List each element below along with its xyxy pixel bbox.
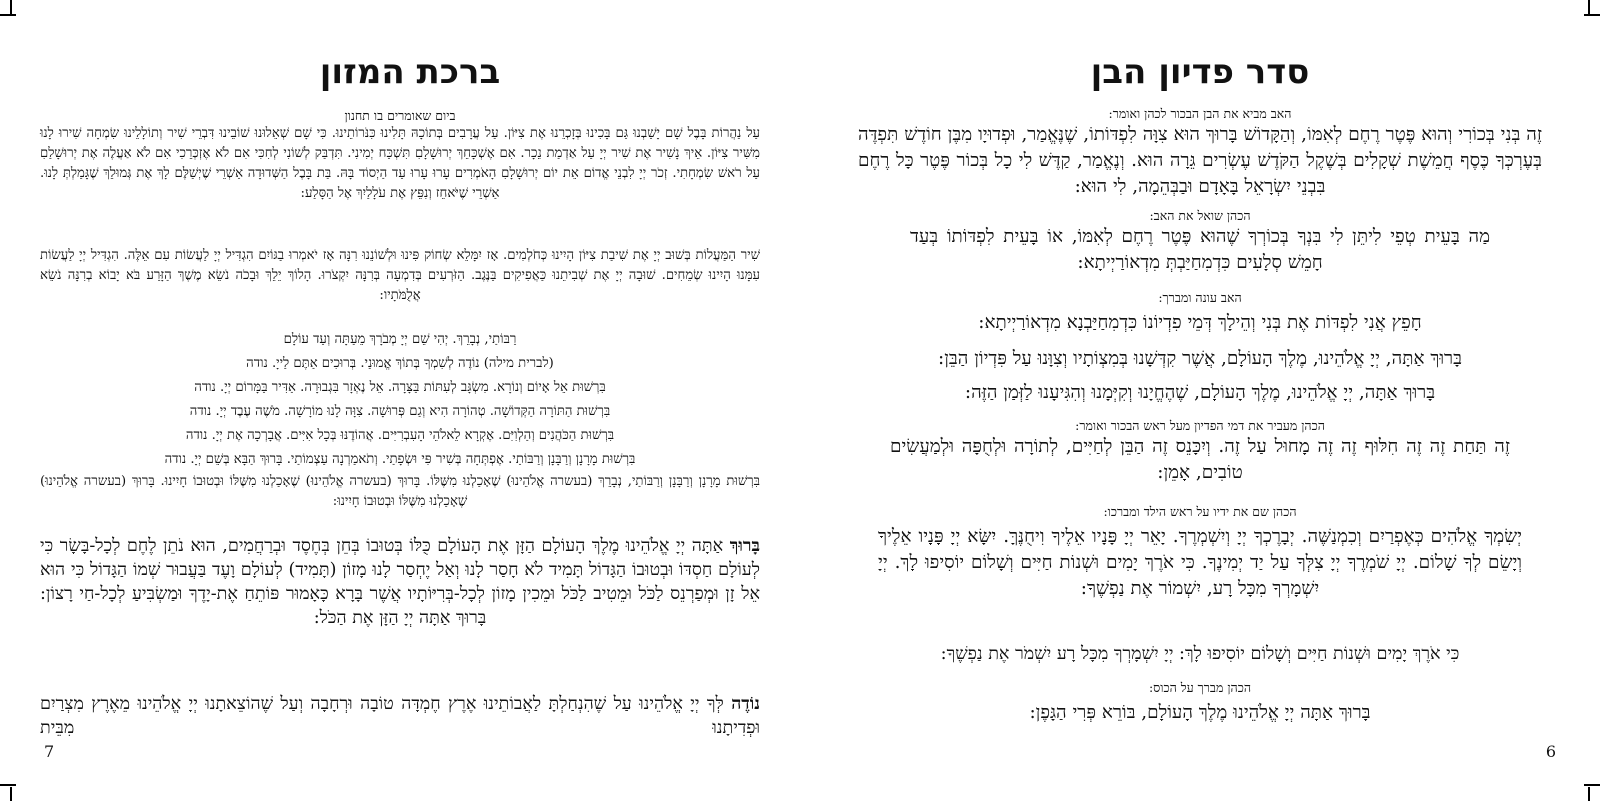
kohen-question: מַה בָּעֵית טְפֵי לִיתֵּן לִי בִּנְךָ בְּכוֹרְךָ שֶׁהוּא פֶּטֶר רֶחֶם לְאִמּוֹ, אוֹ בָּעֵית לִפְדּוֹתוֹ בְּעַד חָמֵשׁ סְלָעִים כִּדְמִחַיַּבְתְּ מִדְאוֹרַיְיתָא: xyxy=(910,226,1490,273)
zimun-lines xyxy=(40,328,760,472)
opening-word: בָּרוּךְ xyxy=(729,535,760,556)
kohen-blessing-repeat: כִּי אֹרֶךְ יָמִים וּשְׁנוֹת חַיִּים וְשָׁלוֹם יוֹסִיפוּ לָךְ: יְיָ יִשְׁמָרְךָ מִכָּל רָע יִשְׁמֹר אֶת נַפְשֶׁךָ: xyxy=(940,644,1460,664)
instruction: הכהן שם את ידיו על ראש הילד ומברכו: xyxy=(1103,504,1297,519)
instruction: האב עונה ומברך: xyxy=(1158,290,1242,305)
birshut-text: בִּרְשׁוּת מָרָנָן וְרַבָּנָן וְרַבּוֹתַי, נְבָרֵךְ (בעשרה אֱלֹהֵינוּ) שֶׁאָכַלְנוּ מִשֶּׁלּוֹ. בָּרוּךְ (בעשרה אֱלֹהֵינוּ) שֶׁאָכַלְנוּ מִשֶּׁלּוֹ וּבְטוּבוֹ חָיִינוּ. בָּרוּךְ (בעשרה אֱלֹהֵינוּ) שֶׁאָכַלְנוּ מִשֶּׁלּוֹ וּבְטוּבוֹ חָיִינוּ: xyxy=(40,474,760,509)
zimun-line: בִּרְשׁוּת הַכֹּהֲנִים וְהַלְוִיִּם. אֶקְרָא לֵאלֹהֵי הָעִבְרִיִּים. אֲהוֹדֶנּוּ בְּכָל אִיִּים. אֲבָרְכָה אֶת יְיָ. נודה xyxy=(185,428,615,443)
zimun-line: (לברית מילה) נוֹדֶה לְשִׁמְךָ בְּתוֹךְ אֱמוּנַי. בְּרוּכִים אַתֶּם לַייָ. נודה xyxy=(246,356,554,371)
page-title: ברכת המזון xyxy=(319,52,501,92)
kohen-blessing: יְשִׂמְךָ אֱלֹהִים כְּאֶפְרַיִם וְכִמְנַשֶּׁה. יְבָרֶכְךָ יְיָ וְיִשְׁמְרֶךָ. יָאֵר יְיָ פָּנָיו אֵלֶיךָ וִיחֻנֶּךָּ. יִשָּׂא יְיָ פָּנָיו אֵלֶיךָ וְיָשֵׂם לְךָ שָׁלוֹם. יְיָ שֹׁמְרֶךָ יְיָ צִלְּךָ עַל יַד יְמִינֶךָ. כִּי אֹרֶךְ יָמִים וּשְׁנוֹת חַיִּים וְשָׁלוֹם יוֹסִיפוּ לָךְ. יְיָ יִשְׁמָרְךָ מִכָּל רָע, יִשְׁמוֹר אֶת נַפְשֶׁךָ: xyxy=(878,526,1522,599)
zimun-line: רַבּוֹתַי, נְבָרֵךְ. יְהִי שֵׁם יְיָ מְבֹרָךְ מֵעַתָּה וְעַד עוֹלָם xyxy=(283,332,517,347)
psalm-126: שִׁיר הַמַּעֲלוֹת בְּשׁוּב יְיָ אֶת שִׁיבַת צִיּוֹן הָיִינוּ כְּחֹלְמִים. אָז יִמָּלֵא שְׂחוֹק פִּינוּ וּלְשׁוֹנֵנוּ רִנָּה אָז יֹאמְרוּ בַגּוֹיִם הִגְדִּיל יְיָ לַעֲשׂוֹת עִם אֵלֶּה. הִגְדִּיל יְיָ לַעֲשׂוֹת עִמָּנוּ הָיִינוּ שְׂמֵחִים. שׁוּבָה יְיָ אֶת שְׁבִיתֵנוּ כַּאֲפִיקִים בַּנֶּגֶב. הַזֹּרְעִים בְּדִמְעָה בְּרִנָּה יִקְצֹרוּ. הָלוֹךְ יֵלֵךְ וּבָכֹה נֹשֵׂא מֶשֶׁךְ הַזָּרַע בֹּא יָבוֹא בְרִנָּה נֹשֵׂא אֲלֻמֹּתָיו: xyxy=(40,248,760,303)
nodeh-lecha xyxy=(40,692,760,740)
page-pidyon-haben xyxy=(800,0,1600,801)
page-number: 7 xyxy=(44,742,55,761)
psalm-137: עַל נַהֲרוֹת בָּבֶל שָׁם יָשַׁבְנוּ גַּם בָּכִינוּ בְּזָכְרֵנוּ אֶת צִיּוֹן. עַל עֲרָבִים בְּתוֹכָהּ תָּלִינוּ כִּנֹּרוֹתֵינוּ. כִּי שָׁם שְׁאֵלוּנוּ שׁוֹבֵינוּ דִּבְרֵי שִׁיר וְתוֹלָלֵינוּ שִׂמְחָה שִׁירוּ לָנוּ מִשִּׁיר צִיּוֹן. אֵיךְ נָשִׁיר אֶת שִׁיר יְיָ עַל אַדְמַת נֵכָר. אִם אֶשְׁכָּחֵךְ יְרוּשָׁלָםִ תִּשְׁכַּח יְמִינִי. תִּדְבַּק לְשׁוֹנִי לְחִכִּי אִם לֹא אֶזְכְּרֵכִי אִם לֹא אַעֲלֶה אֶת יְרוּשָׁלַםִ עַל רֹאשׁ שִׂמְחָתִי. זְכֹר יְיָ לִבְנֵי אֱדוֹם אֵת יוֹם יְרוּשָׁלָםִ הָאֹמְרִים עָרוּ עָרוּ עַד הַיְסוֹד בָּהּ. בַּת בָּבֶל הַשְּׁדוּדָה אַשְׁרֵי שֶׁיְשַׁלֶּם לָךְ אֶת גְּמוּלֵךְ שֶׁגָּמַלְתְּ לָנוּ. אַשְׁרֵי שֶׁיֹּאחֵז וְנִפֵּץ אֶת עֹלָלַיִךְ אֶל הַסָּלַע: xyxy=(40,126,760,201)
instruction: הכהן שואל את האב: xyxy=(1149,208,1251,223)
nodeh-text: לְּךָ יְיָ אֱלֹהֵינוּ עַל שֶׁהִנְחַלְתָּ לַאֲבוֹתֵינוּ אֶרֶץ חֶמְדָּה טוֹבָה וּרְחָבָה וְעַל שֶׁהוֹצֵאתָנוּ יְיָ אֱלֹהֵינוּ מֵאֶרֶץ מִצְרַיִם וּפְדִיתָנוּ מִבֵּית xyxy=(40,694,760,738)
kohen-exchange: זֶה תַּחַת זֶה זֶה חִלּוּף זֶה זֶה מָחוּל עַל זֶה. וְיִכָּנֵס זֶה הַבֵּן לְחַיִּים, לְתוֹרָה וּלְחֻפָּה וּלְמַעֲשִׂים טוֹבִים, אָמֵן: xyxy=(890,436,1510,483)
page-title: סדר פדיון הבן xyxy=(1090,52,1310,92)
page-number: 6 xyxy=(1545,742,1556,761)
opening-word: נוֹדֶה xyxy=(731,693,760,714)
bracha-hagafen: בָּרוּךְ אַתָּה יְיָ אֱלֹהֵינוּ מֶלֶךְ הָעוֹלָם, בּוֹרֵא פְּרִי הַגָּפֶן: xyxy=(1029,702,1371,723)
instruction: הכהן מברך על הכוס: xyxy=(1148,680,1252,695)
father-declaration: זֶה בְּנִי בְּכוֹרִי וְהוּא פֶּטֶר רֶחֶם לְאִמּוֹ, וְהַקָּדוֹשׁ בָּרוּךְ הוּא צִוָּה לִפְדּוֹתוֹ, שֶׁנֶּאֱמַר, וּפְדוּיָו מִבֶּן חוֹדֶשׁ תִּפְדֶּה בְּעֶרְכְּךָ כֶּסֶף חֲמֵשֶׁת שְׁקָלִים בְּשֶׁקֶל הַקֹּדֶשׁ עֶשְׂרִים גֵּרָה הוּא. וְנֶאֱמַר, קַדֶּשׁ לִי כָל בְּכוֹר פֶּטֶר כָּל רֶחֶם בִּבְנֵי יִשְׂרָאֵל בָּאָדָם וּבַבְּהֵמָה, לִי הוּא: xyxy=(858,124,1542,197)
zimun-line: בִּרְשׁוּת הַתּוֹרָה הַקְּדוֹשָׁה. טְהוֹרָה הִיא וְגַם פְּרוּשָׁה. צִוָּה לָנוּ מוֹרָשָׁה. מֹשֶׁה עֶבֶד יְיָ. נודה xyxy=(189,404,611,419)
instruction: ביום שאומרים בו תחנון xyxy=(344,108,456,123)
instruction: הכהן מעביר את דמי הפדיון מעל ראש הבכור ואומר: xyxy=(1075,418,1325,433)
bracha-shehecheyanu: בָּרוּךְ אַתָּה, יְיָ אֱלֹהֵינוּ, מֶלֶךְ הָעוֹלָם, שֶׁהֶחֱיָנוּ וְקִיְּמָנוּ וְהִגִּיעָנוּ לַזְּמַן הַזֶּה: xyxy=(964,382,1436,403)
hazan-text: אַתָּה יְיָ אֱלֹהֵינוּ מֶלֶךְ הָעוֹלָם הַזָּן אֶת הָעוֹלָם כֻּלּוֹ בְּטוּבוֹ בְּחֵן בְּחֶסֶד וּבְרַחֲמִים, הוּא נֹתֵן לֶחֶם לְכָל-בָּשָׂר כִּי לְעוֹלָם חַסְדּוֹ וּבְטוּבוֹ הַגָּדוֹל תָּמִיד לֹא חָסַר לָנוּ וְאַל יֶחְסַר לָנוּ מָזוֹן (תָּמִיד) לְעוֹלָם וָעֶד בַּעֲבוּר שְׁמוֹ הַגָּדוֹל כִּי הוּא אֵל זָן וּמְפַרְנֵס לַכֹּל וּמֵטִיב לַכֹּל וּמֵכִין מָזוֹן לְכָל-בְּרִיּוֹתָיו אֲשֶׁר בָּרָא כָּאָמוּר פּוֹתֵחַ אֶת-יָדֶךָ וּמַשְׂבִּיעַ לְכָל-חַי רָצוֹן: בָּרוּךְ אַתָּה יְיָ הַזָּן אֶת הַכֹּל: xyxy=(40,536,760,628)
instruction: האב מביא את הבן הבכור לכהן ואומר: xyxy=(1108,106,1292,121)
father-answer: חָפֵץ אֲנִי לִפְדּוֹת אֶת בְּנִי וְהֵילָךְ דְּמֵי פִדְיוֹנוֹ כִּדְמִחַיַּבְנָא מִדְאוֹרַיְיתָא: xyxy=(978,312,1422,333)
zimun-line: בִּרְשׁוּת מָרָנָן וְרַבָּנָן וְרַבּוֹתַי. אֶפְתְּחָה בְּשִׁיר פִּי וּשְׂפָתַי. וְתֹאמַרְנָה עַצְמוֹתַי. בָּרוּךְ הַבָּא בְּשֵׁם יְיָ. נודה xyxy=(164,452,636,467)
zimun-line: בִּרְשׁוּת אֵל אָיוֹם וְנוֹרָא. מִשְׂגָּב לְעִתּוֹת בַּצָּרָה. אֵל נֶאְזָר בִּגְבוּרָה. אַדִּיר בַּמָּרוֹם יְיָ. נודה xyxy=(194,380,606,395)
hazan-et-hakol xyxy=(40,534,760,630)
bracha-pidyon: בָּרוּךְ אַתָּה, יְיָ אֱלֹהֵינוּ, מֶלֶךְ הָעוֹלָם, אֲשֶׁר קִדְּשָׁנוּ בְּמִצְוֹתָיו וְצִוָּנוּ עַל פִּדְיוֹן הַבֵּן: xyxy=(938,348,1462,369)
